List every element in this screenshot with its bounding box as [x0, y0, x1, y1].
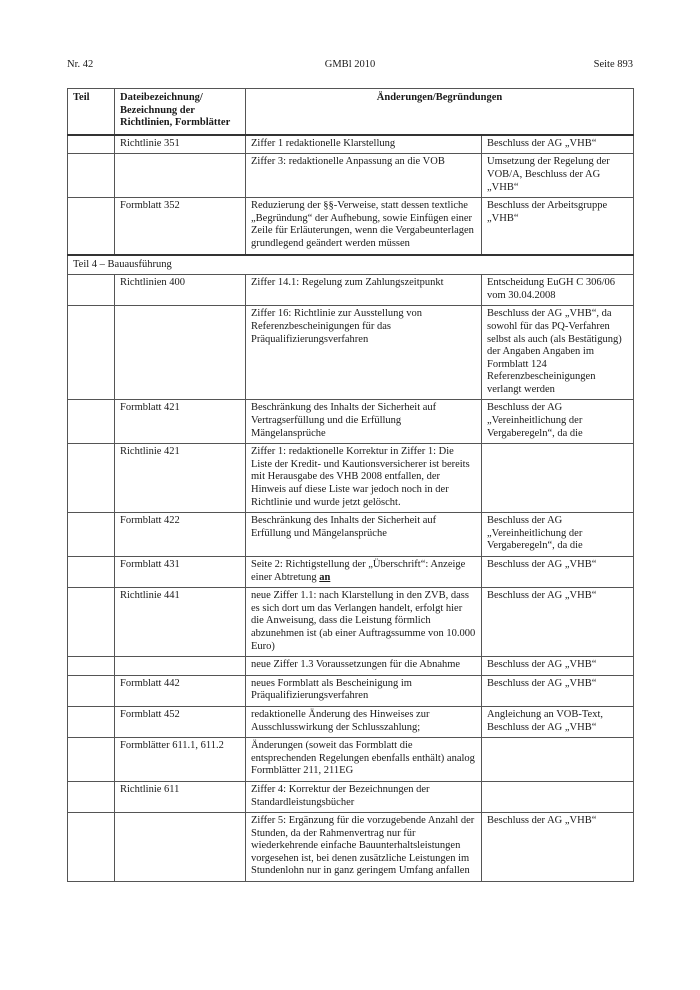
table-row	[68, 513, 634, 557]
change-description: redaktionelle Änderung des Hinweises zur Ausschlusswirkung der Schlusszahlung;	[246, 706, 482, 737]
column-header-aenderungen: Änderungen/Begründungen	[246, 89, 634, 135]
document-name: Formblatt 352	[115, 198, 246, 255]
change-reason: Beschluss der AG „VHB“	[482, 813, 634, 882]
column-header-datei: Dateibezeichnung/ Bezeichnung der Richtlinien, Formblätter	[115, 89, 246, 135]
change-reason	[482, 781, 634, 812]
change-reason	[482, 738, 634, 782]
page-number: Seite 893	[593, 59, 633, 70]
document-name: Formblätter 611.1, 611.2	[115, 738, 246, 782]
change-description: neue Ziffer 1.3 Voraussetzungen für die Abnahme	[246, 657, 482, 676]
table-row	[68, 135, 634, 154]
change-description: neue Ziffer 1.1: nach Klarstellung in den ZVB, dass es sich dort um das Verlangen handelt, erfolgt hier die Anweisung, dass die Leistung förmlich abzunehmen ist (ab einer Auftragssumme von 10.000 Euro)	[246, 588, 482, 657]
document-name	[115, 306, 246, 400]
change-reason: Beschluss der AG „VHB“	[482, 135, 634, 154]
change-description: Ziffer 5: Ergänzung für die vorzugebende Anzahl der Stunden, da der Rahmenvertrag nur für wiederkehrende einfache Bauunterhaltsleistungen vorgesehen ist, bei denen zusätzliche Leistungen im Stundenlohn nur in ganz geringem Umfang anfallen	[246, 813, 482, 882]
section-heading-teil-4: Teil 4 – Bauausführung	[68, 255, 634, 275]
table-row	[68, 813, 634, 882]
change-reason: Beschluss der AG „VHB“	[482, 675, 634, 706]
change-description: Reduzierung der §§-Verweise, statt dessen textliche „Begründung“ der Aufhebung, sowie Einfügen einer Zeile für Erläuterungen, wenn die Vergabeunterlagen grundlegend geändert werden müssen	[246, 198, 482, 255]
table-row	[68, 444, 634, 513]
change-description	[246, 557, 482, 588]
change-reason: Beschluss der AG „Vereinheitlichung der Vergaberegeln“, da die	[482, 400, 634, 444]
table-row	[68, 675, 634, 706]
change-reason: Beschluss der AG „VHB“	[482, 557, 634, 588]
table-row	[68, 275, 634, 306]
issue-number: Nr. 42	[67, 59, 94, 70]
change-text: Seite 2: Richtigstellung der „Überschrift“: Anzeige einer Abtretung	[251, 559, 466, 583]
change-reason: Beschluss der AG „VHB“	[482, 657, 634, 676]
change-reason: Angleichung an VOB-Text, Beschluss der AG „VHB“	[482, 706, 634, 737]
document-name: Formblatt 422	[115, 513, 246, 557]
document-name: Richtlinie 441	[115, 588, 246, 657]
page-header	[67, 57, 633, 73]
change-reason: Beschluss der AG „Vereinheitlichung der Vergaberegeln“, da die	[482, 513, 634, 557]
document-name: Formblatt 421	[115, 400, 246, 444]
change-description: Beschränkung des Inhalts der Sicherheit auf Vertragserfüllung und die Erfüllung Mängelansprüche	[246, 400, 482, 444]
document-name: Richtlinien 400	[115, 275, 246, 306]
change-description: Ziffer 3: redaktionelle Anpassung an die VOB	[246, 154, 482, 198]
document-name: Richtlinie 421	[115, 444, 246, 513]
change-description: Ziffer 1: redaktionelle Korrektur in Ziffer 1: Die Liste der Kredit- und Kautionsversicherer ist bereits mit Herausgabe des VHB 2008 entfallen, der Hinweis auf diese Liste war jedoch noch in der Richtlinie und wurde jetzt gelöscht.	[246, 444, 482, 513]
change-description: Beschränkung des Inhalts der Sicherheit auf Erfüllung und Mängelansprüche	[246, 513, 482, 557]
change-description: Ziffer 1 redaktionelle Klarstellung	[246, 135, 482, 154]
change-description: Ziffer 16: Richtlinie zur Ausstellung von Referenzbescheinigungen für das Präqualifizierungsverfahren	[246, 306, 482, 400]
change-reason: Beschluss der AG „VHB“	[482, 588, 634, 657]
table-row	[68, 306, 634, 400]
change-reason: Entscheidung EuGH C 306/06 vom 30.04.2008	[482, 275, 634, 306]
change-description: Änderungen (soweit das Formblatt die entsprechenden Regelungen ebenfalls enthält) analog Formblätter 211, 211EG	[246, 738, 482, 782]
table-row	[68, 738, 634, 782]
document-name	[115, 813, 246, 882]
table-row	[68, 657, 634, 676]
section-row	[68, 255, 634, 275]
document-name: Richtlinie 351	[115, 135, 246, 154]
change-reason: Beschluss der Arbeitsgruppe „VHB“	[482, 198, 634, 255]
document-name: Formblatt 452	[115, 706, 246, 737]
emphasized-word: an	[319, 571, 331, 583]
document-name	[115, 154, 246, 198]
change-description: neues Formblatt als Bescheinigung im Präqualifizierungsverfahren	[246, 675, 482, 706]
table-header-row	[68, 89, 634, 135]
table-row	[68, 781, 634, 812]
document-name: Formblatt 442	[115, 675, 246, 706]
change-reason	[482, 444, 634, 513]
change-reason: Beschluss der AG „VHB“, da sowohl für das PQ-Verfahren selbst als auch (als Bestätigung) der Angaben Angaben im Formblatt 124 Referenzbescheinigungen verlangt werden	[482, 306, 634, 400]
document-name	[115, 657, 246, 676]
table-row	[68, 706, 634, 737]
change-description: Ziffer 14.1: Regelung zum Zahlungszeitpunkt	[246, 275, 482, 306]
changes-table	[67, 88, 634, 882]
document-name: Richtlinie 611	[115, 781, 246, 812]
table-row	[68, 400, 634, 444]
change-reason: Umsetzung der Regelung der VOB/A, Beschluss der AG „VHB“	[482, 154, 634, 198]
column-header-teil: Teil	[68, 89, 115, 135]
table-row	[68, 588, 634, 657]
table-row	[68, 154, 634, 198]
table-row	[68, 557, 634, 588]
document-name: Formblatt 431	[115, 557, 246, 588]
change-description: Ziffer 4: Korrektur der Bezeichnungen der Standardleistungsbücher	[246, 781, 482, 812]
table-row	[68, 198, 634, 255]
publication-title: GMBl 2010	[324, 59, 376, 70]
